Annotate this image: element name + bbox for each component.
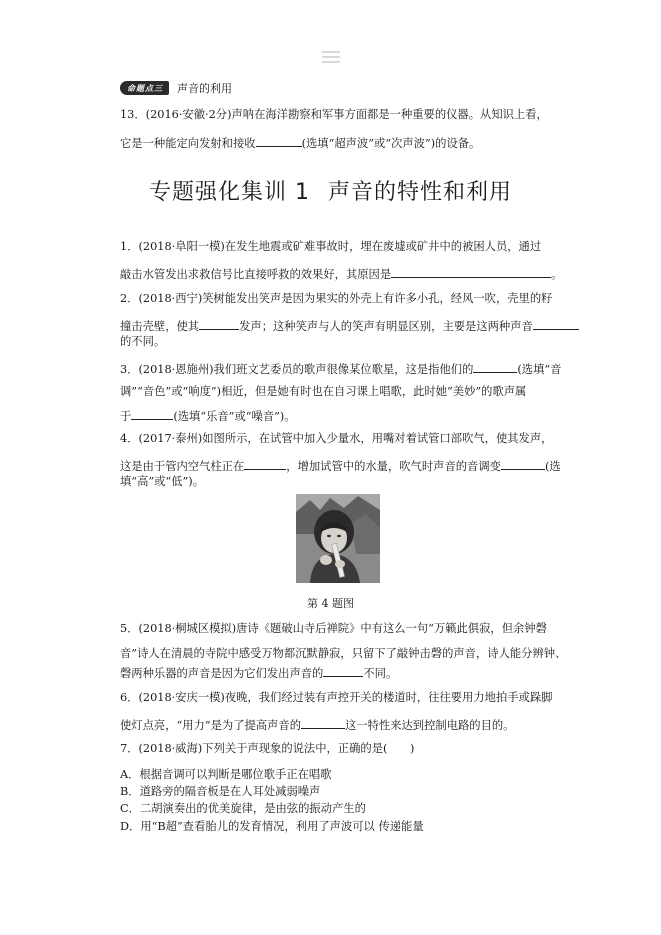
q1-line1: 1．(2018·阜阳一模)在发生地震或矿难事故时，埋在废墟或矿井中的被困人员，通过 xyxy=(120,240,542,253)
answer-blank[interactable] xyxy=(391,266,551,278)
answer-blank[interactable] xyxy=(473,361,517,373)
q13-line1: 13．(2016·安徽·2分)声呐在海洋勘察和军事方面都是一种重要的仪器。从知识上看， xyxy=(120,108,548,121)
q6-line1: 6．(2018·安庆一模)夜晚，我们经过装有声控开关的楼道时，往往要用力地拍手或跺脚 xyxy=(120,691,553,704)
answer-blank[interactable] xyxy=(199,318,239,330)
watermark-mark xyxy=(322,48,340,70)
q4-figure-caption: 第 4 题图 xyxy=(307,597,354,610)
q7-option-d[interactable]: D．用“B超”查看胎儿的发育情况，利用了声波可以 传递能量 xyxy=(120,820,424,833)
q2-line3: 的不同。 xyxy=(120,335,166,348)
girl-blowing-test-tube-image xyxy=(296,494,380,583)
q5-line1: 5．(2018·桐城区模拟)唐诗《题破山寺后禅院》中有这么一句“万籁此俱寂，但余钟磬 xyxy=(120,622,547,635)
q7-option-a[interactable]: A．根据音调可以判断是哪位歌手正在唱歌 xyxy=(120,768,332,781)
q3-line3: 于 (选填“乐音”或“噪音”)。 xyxy=(120,410,296,423)
q5-line3: 磬两种乐器的声音是因为它们发出声音的 不同。 xyxy=(120,667,398,680)
answer-blank[interactable] xyxy=(323,665,363,677)
q6-line2: 使灯点亮，“用力”是为了提高声音的 这一特性来达到控制电路的目的。 xyxy=(120,719,515,732)
q4-line3: 填“高”或“低”)。 xyxy=(120,475,204,488)
answer-blank[interactable] xyxy=(131,408,173,420)
knowledge-point-header xyxy=(120,80,232,96)
q7-option-b[interactable]: B．道路旁的隔音板是在人耳处减弱噪声 xyxy=(120,785,321,798)
answer-blank[interactable] xyxy=(533,318,579,330)
q4-line2: 这是由于管内空气柱正在 ，增加试管中的水量，吹气时声音的音调变 (选 xyxy=(120,460,561,473)
q1-line2: 敲击水管发出求救信号比直接呼救的效果好，其原因是 。 xyxy=(120,268,563,281)
answer-blank[interactable] xyxy=(301,717,345,729)
q5-line2: 音”诗人在清晨的寺院中感受万物都沉默静寂，只留下了敲钟击磬的声音，诗人能分辨钟、 xyxy=(120,647,567,660)
q2-line2: 撞击壳壁，使其 发声；这种笑声与人的笑声有明显区别，主要是这两种声音 xyxy=(120,318,579,334)
q3-line1: 3．(2018·恩施州)我们班文艺委员的歌声很像某位歌星，这是指他们的 (选填“音 xyxy=(120,363,562,376)
answer-blank[interactable] xyxy=(256,135,302,147)
answer-blank[interactable] xyxy=(501,458,545,470)
section-title: 专题强化集训 1 声音的特性和利用 xyxy=(148,180,512,205)
knowledge-point-badge: 命题点三 xyxy=(120,81,169,95)
q4-line1: 4．(2017·泰州)如图所示，在试管中加入少量水，用嘴对着试管口部吹气，使其发声， xyxy=(120,432,553,445)
q4-photo xyxy=(296,494,380,583)
q7-option-c[interactable]: C．二胡演奏出的优美旋律，是由弦的振动产生的 xyxy=(120,802,366,815)
q2-line1: 2．(2018·西宁)笑树能发出笑声是因为果实的外壳上有许多小孔，经风一吹，壳里的籽 xyxy=(120,292,553,305)
q7-stem: 7．(2018·威海)下列关于声现象的说法中，正确的是( ) xyxy=(120,742,415,755)
q13-line2: 它是一种能定向发射和接收 (选填“超声波”或“次声波”)的设备。 xyxy=(120,137,481,150)
answer-blank[interactable] xyxy=(244,458,286,470)
q3-line2: 调”“音色”或“响度”)相近，但是她有时也在自习课上唱歌，此时她“美妙”的歌声属 xyxy=(120,385,527,398)
knowledge-point-title: 声音的利用 xyxy=(177,82,232,95)
